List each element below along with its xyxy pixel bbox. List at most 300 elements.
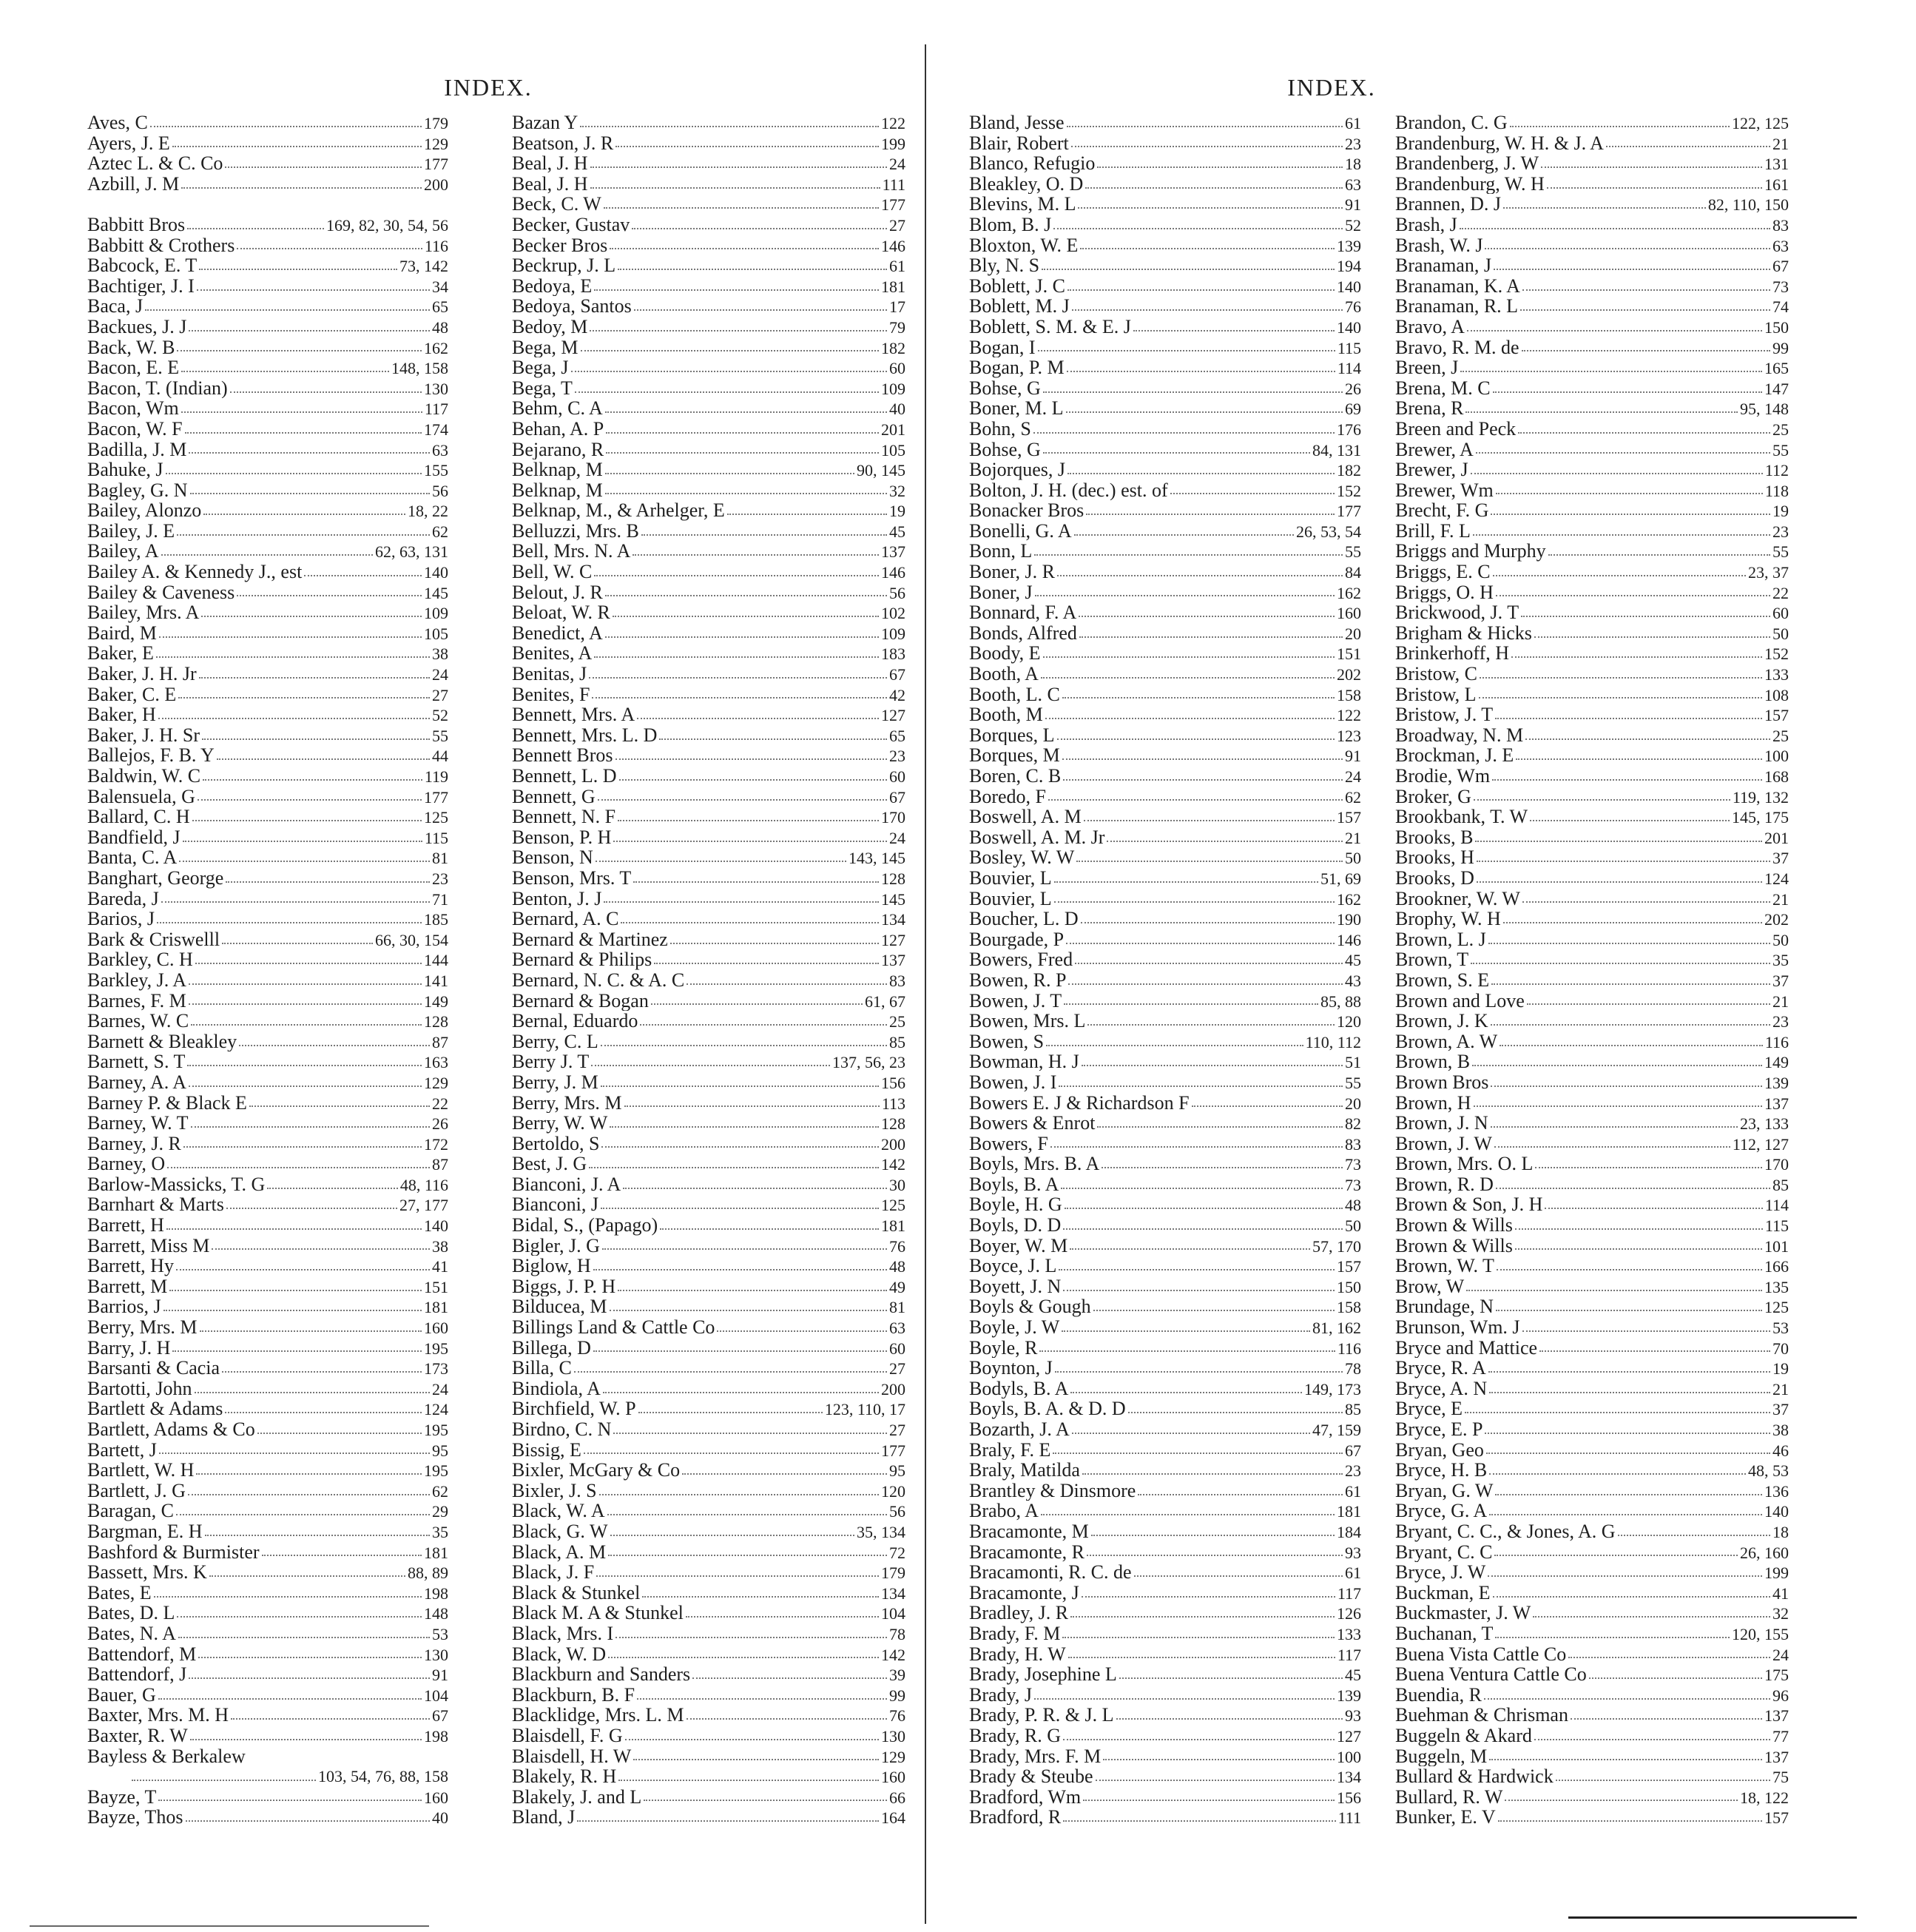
- index-entry: [512, 112, 905, 133]
- leader-dots: [1545, 1208, 1762, 1209]
- entry-pages: 99: [889, 1686, 905, 1705]
- leader-dots: [1496, 1310, 1762, 1311]
- leader-dots: [590, 187, 880, 189]
- index-entry: [1395, 623, 1789, 644]
- entry-pages: 32: [889, 481, 905, 500]
- index-entry: [512, 133, 905, 154]
- index-entry: [969, 1521, 1361, 1542]
- leader-dots: [591, 1065, 830, 1066]
- leader-dots: [1063, 779, 1343, 781]
- entry-pages: 81: [432, 849, 448, 868]
- index-entry: [1395, 1154, 1789, 1174]
- entry-pages: 111: [1338, 1808, 1361, 1828]
- entry-pages: 61: [1345, 114, 1361, 132]
- entry-name: Bowers & Enrot: [969, 1113, 1096, 1134]
- entry-name: Brecht, F. G: [1395, 500, 1489, 521]
- leader-dots: [605, 636, 879, 638]
- leader-dots: [1071, 146, 1343, 147]
- leader-dots: [1522, 1330, 1770, 1332]
- entry-name: Bryce, E: [1395, 1398, 1463, 1419]
- entry-pages: 25: [1772, 420, 1789, 439]
- leader-dots: [633, 881, 879, 883]
- leader-dots: [618, 1780, 879, 1781]
- leader-dots: [596, 1575, 879, 1577]
- entry-pages: 67: [1772, 257, 1789, 276]
- entry-name: Barios, J: [87, 909, 155, 929]
- index-entry: [87, 787, 448, 807]
- entry-name: Broadway, N. M: [1395, 724, 1524, 746]
- entry-pages: 152: [1337, 481, 1361, 500]
- entry-pages: 104: [424, 1686, 448, 1705]
- entry-name: Bracamonti, R. C. de: [969, 1562, 1132, 1583]
- index-entry: [969, 133, 1361, 154]
- entry-name: Bowen, J. I: [969, 1071, 1057, 1093]
- index-entry: [87, 847, 448, 868]
- entry-name: Buehman & Chrisman: [1395, 1705, 1568, 1726]
- entry-pages: 82: [1345, 1114, 1361, 1134]
- index-entry: [87, 419, 448, 440]
- entry-name: Bogan, P. M: [969, 357, 1065, 378]
- entry-name: Breen, J: [1395, 357, 1459, 378]
- entry-pages: 201: [881, 420, 905, 439]
- entry-pages: 183: [881, 644, 905, 664]
- index-entry: [1395, 1583, 1789, 1603]
- entry-name: Brown, B: [1395, 1051, 1471, 1072]
- index-column-1: [87, 112, 448, 1828]
- index-entry: [1395, 235, 1789, 256]
- leader-dots: [158, 718, 430, 719]
- index-entry: [1395, 296, 1789, 317]
- leader-dots: [590, 166, 887, 168]
- entry-name: Belout, J. R: [512, 582, 603, 603]
- index-entry: [969, 643, 1361, 664]
- entry-pages: 124: [424, 1400, 448, 1419]
- index-entry: [512, 1726, 905, 1746]
- entry-name: Brady, J: [969, 1684, 1032, 1706]
- leader-dots: [1471, 473, 1763, 474]
- index-entry: [87, 684, 448, 705]
- index-entry: [87, 807, 448, 827]
- entry-pages: 20: [1345, 624, 1361, 643]
- entry-name: Brown, H: [1395, 1092, 1471, 1114]
- entry-pages: 22: [1772, 583, 1789, 602]
- entry-pages: 129: [424, 1073, 448, 1092]
- leader-dots: [619, 779, 887, 781]
- index-entry: [87, 1644, 448, 1665]
- leader-dots: [226, 881, 430, 883]
- entry-pages: 157: [1764, 1808, 1789, 1828]
- entry-pages: 137: [881, 542, 905, 562]
- entry-pages: 63: [432, 440, 448, 460]
- leader-dots: [1068, 983, 1343, 985]
- entry-pages: 109: [424, 604, 448, 623]
- index-entry: [1395, 541, 1789, 562]
- leader-dots: [1503, 207, 1706, 209]
- index-entry: [1395, 991, 1789, 1012]
- leader-dots: [1530, 820, 1730, 821]
- leader-dots: [610, 1535, 855, 1536]
- leader-dots: [1492, 779, 1762, 781]
- entry-name: Briggs and Murphy: [1395, 541, 1546, 562]
- index-entry: [969, 1664, 1361, 1685]
- leader-dots: [1474, 1105, 1762, 1107]
- entry-pages: 109: [881, 624, 905, 643]
- entry-pages: 45: [1345, 951, 1361, 970]
- index-entry: [512, 276, 905, 297]
- leader-dots: [1618, 1535, 1770, 1536]
- leader-dots: [613, 841, 887, 842]
- leader-dots: [1066, 943, 1335, 944]
- entry-pages: 170: [881, 808, 905, 827]
- entry-pages: 52: [1345, 215, 1361, 235]
- leader-dots: [1471, 963, 1770, 964]
- index-entry: [512, 1481, 905, 1501]
- index-entry: [87, 582, 448, 603]
- leader-dots: [189, 330, 430, 331]
- index-entry: [969, 1236, 1361, 1256]
- entry-name: Bozarth, J. A: [969, 1419, 1070, 1440]
- leader-dots: [1533, 1616, 1770, 1618]
- entry-name: Buggeln & Akard: [1395, 1725, 1532, 1746]
- leader-dots: [178, 1637, 430, 1638]
- leader-dots: [1535, 1167, 1762, 1168]
- index-entry: [87, 1317, 448, 1338]
- index-entry: [512, 153, 905, 174]
- leader-dots: [590, 330, 887, 331]
- entry-name: Bernard & Philips: [512, 949, 652, 970]
- entry-name: Barney, W. T: [87, 1113, 189, 1134]
- entry-name: Barrett, Hy: [87, 1256, 174, 1276]
- index-entry: [1395, 1787, 1789, 1808]
- entry-pages: 145: [881, 889, 905, 909]
- index-entry: [87, 500, 448, 521]
- entry-pages: 100: [1337, 1747, 1361, 1766]
- entry-pages: 151: [424, 1277, 448, 1296]
- entry-name: Breen and Peck: [1395, 418, 1517, 440]
- index-entry: [87, 562, 448, 582]
- index-entry: [87, 1011, 448, 1031]
- leader-dots: [169, 1290, 422, 1291]
- index-entry: [512, 317, 905, 337]
- entry-pages: 62: [1345, 787, 1361, 807]
- index-entry: [969, 1113, 1361, 1134]
- entry-name: Bryant, C. C: [1395, 1541, 1493, 1563]
- leader-dots: [181, 187, 422, 189]
- entry-pages: 60: [889, 1339, 905, 1358]
- entry-pages: 134: [1337, 1768, 1361, 1787]
- index-entry: [87, 1093, 448, 1114]
- index-entry: [87, 1174, 448, 1195]
- entry-name: Biggs, J. P. H: [512, 1276, 616, 1297]
- entry-pages: 67: [889, 787, 905, 807]
- entry-pages: 27: [889, 215, 905, 235]
- leader-dots: [581, 350, 879, 351]
- index-entry: [512, 1603, 905, 1623]
- index-entry: [969, 1358, 1361, 1379]
- index-entry: [1395, 787, 1789, 807]
- leader-dots: [682, 1473, 887, 1475]
- entry-pages: 95: [889, 1461, 905, 1481]
- entry-pages: 111: [882, 175, 905, 194]
- leader-dots: [1521, 616, 1770, 617]
- entry-pages: 17: [889, 297, 905, 317]
- entry-name: Birdno, C. N: [512, 1419, 612, 1440]
- leader-dots: [1072, 1433, 1310, 1434]
- entry-name: Bates, E: [87, 1582, 152, 1603]
- index-entry: [1395, 1644, 1789, 1665]
- entry-pages: 202: [1764, 910, 1789, 929]
- leader-dots: [1070, 1392, 1302, 1393]
- leader-dots: [1043, 452, 1310, 454]
- entry-name: Brady & Steube: [969, 1766, 1093, 1787]
- entry-name: Brown, A. W: [1395, 1031, 1498, 1052]
- index-entry: [512, 1807, 905, 1828]
- index-entry: [512, 398, 905, 419]
- index-entry: [512, 1623, 905, 1644]
- entry-pages: 85, 88: [1320, 992, 1361, 1011]
- entry-pages: 73, 142: [399, 257, 448, 276]
- entry-name: Brookbank, T. W: [1395, 807, 1528, 827]
- leader-dots: [610, 1310, 887, 1311]
- entry-name: Bartlett & Adams: [87, 1398, 223, 1419]
- entry-name: Boyls, B. A. & D. D: [969, 1398, 1126, 1419]
- leader-dots: [577, 1820, 879, 1822]
- entry-pages: 124: [1764, 869, 1789, 888]
- entry-pages: 65: [889, 726, 905, 745]
- entry-name: Brookner, W. W: [1395, 888, 1520, 909]
- page-divider: [925, 44, 926, 1924]
- leader-dots: [1486, 1453, 1770, 1454]
- index-entry: [1395, 194, 1789, 215]
- entry-pages: 115: [1764, 1216, 1789, 1236]
- entry-name: Bowers, Fred: [969, 949, 1073, 970]
- leader-dots: [607, 1514, 887, 1515]
- index-entry: [512, 1746, 905, 1767]
- entry-pages: 53: [432, 1624, 448, 1643]
- entry-name: Bodyls, B. A: [969, 1378, 1069, 1399]
- leader-dots: [604, 901, 879, 903]
- index-entry: [87, 1583, 448, 1603]
- leader-dots: [249, 1105, 430, 1107]
- entry-pages: 181: [424, 1298, 448, 1317]
- index-entry: [512, 1093, 905, 1114]
- entry-name: Black, A. M: [512, 1541, 607, 1563]
- index-entry: [1395, 725, 1789, 746]
- leader-dots: [593, 1350, 887, 1352]
- leader-dots: [1082, 1065, 1343, 1066]
- entry-pages: 63: [1345, 175, 1361, 194]
- entry-name: Back, W. B: [87, 337, 175, 358]
- index-entry: [1395, 1481, 1789, 1501]
- entry-pages: 146: [1337, 930, 1361, 949]
- index-entry: [512, 643, 905, 664]
- entry-pages: 122: [1337, 706, 1361, 725]
- entry-name: Blevins, M. L: [969, 194, 1076, 215]
- entry-pages: 61: [1345, 1481, 1361, 1501]
- index-entry: [969, 1583, 1361, 1603]
- index-entry: [969, 1726, 1361, 1746]
- entry-name: Bedoya, Santos: [512, 296, 632, 317]
- leader-dots: [571, 371, 887, 372]
- entry-pages: 147: [1764, 379, 1789, 398]
- entry-name: Brinkerhoff, H: [1395, 643, 1510, 664]
- entry-name: Bohse, G: [969, 439, 1041, 460]
- entry-pages: 99: [1772, 338, 1789, 357]
- entry-pages: 117: [1337, 1583, 1361, 1603]
- entry-name: Blakely, R. H: [512, 1766, 617, 1787]
- entry-pages: 77: [1772, 1726, 1789, 1746]
- entry-name: Bega, J: [512, 357, 569, 378]
- leader-dots: [267, 1188, 398, 1189]
- leader-dots: [593, 1269, 887, 1270]
- entry-name: Becker Bros: [512, 235, 608, 256]
- leader-dots: [618, 1290, 887, 1291]
- index-entry: [512, 1194, 905, 1215]
- entry-pages: 18: [1345, 155, 1361, 174]
- index-entry: [1395, 1460, 1789, 1481]
- leader-dots: [670, 943, 879, 944]
- index-entry: [87, 643, 448, 664]
- index-entry: [969, 1215, 1361, 1236]
- entry-name: Brown, Mrs. O. L: [1395, 1154, 1534, 1174]
- entry-pages: 181: [1337, 1502, 1361, 1521]
- bottom-rule-right: [1568, 1916, 1857, 1919]
- index-entry: [87, 1051, 448, 1072]
- entry-name: Bernal, Eduardo: [512, 1011, 638, 1031]
- index-entry: [969, 1766, 1361, 1787]
- index-entry: [512, 1317, 905, 1338]
- entry-name: Brandenburg, W. H. & J. A: [1395, 132, 1604, 154]
- entry-pages: 74: [1772, 297, 1789, 317]
- entry-pages: 162: [1337, 583, 1361, 602]
- entry-pages: 177: [881, 1441, 905, 1460]
- entry-pages: 140: [424, 1216, 448, 1236]
- entry-name: Bega, M: [512, 337, 578, 358]
- entry-pages: 119: [424, 767, 448, 786]
- index-entry: [87, 1134, 448, 1154]
- index-entry: [1395, 889, 1789, 909]
- entry-pages: 139: [1337, 236, 1361, 255]
- index-entry: [512, 1562, 905, 1583]
- leader-dots: [1097, 166, 1343, 168]
- index-entry: [87, 602, 448, 623]
- leader-dots: [1080, 248, 1335, 249]
- entry-pages: 114: [1764, 1196, 1789, 1215]
- index-entry: [1395, 112, 1789, 133]
- index-entry: [1395, 255, 1789, 276]
- entry-name: Buchanan, T: [1395, 1623, 1494, 1644]
- index-entry: [969, 1072, 1361, 1093]
- entry-pages: 85: [889, 1032, 905, 1051]
- entry-name: Bohse, G: [969, 377, 1041, 399]
- entry-name: Bargman, E. H: [87, 1521, 203, 1542]
- leader-dots: [1034, 554, 1343, 556]
- leader-dots: [594, 289, 879, 291]
- index-entry: [512, 1174, 905, 1195]
- index-entry: [87, 949, 448, 970]
- entry-pages: 55: [1345, 1073, 1361, 1092]
- leader-dots: [642, 1596, 879, 1598]
- entry-pages: 87: [432, 1032, 448, 1051]
- index-entry: [87, 1236, 448, 1256]
- entry-name: Azbill, J. M: [87, 173, 180, 195]
- entry-pages: 46: [1772, 1441, 1789, 1460]
- index-entry: [512, 1276, 905, 1297]
- leader-dots: [187, 228, 324, 229]
- entry-pages: 125: [1764, 1298, 1789, 1317]
- leader-dots: [202, 738, 430, 740]
- leader-dots: [594, 575, 879, 576]
- entry-name: Banghart, George: [87, 867, 224, 889]
- leader-dots: [209, 1575, 405, 1577]
- index-entry: [87, 153, 448, 174]
- index-entry: [1395, 1051, 1789, 1072]
- entry-pages: 123: [1337, 726, 1361, 745]
- entry-name: Buckmaster, J. W: [1395, 1603, 1531, 1623]
- entry-name: Baxter, Mrs. M. H: [87, 1705, 229, 1726]
- entry-pages: 21: [1345, 828, 1361, 847]
- index-entry: [87, 1521, 448, 1542]
- entry-pages: 157: [1337, 808, 1361, 827]
- index-entry: [512, 909, 905, 929]
- index-entry: [969, 1542, 1361, 1563]
- entry-name: Bayze, T: [87, 1786, 157, 1808]
- entry-name: Buena Vista Cattle Co: [1395, 1643, 1567, 1665]
- entry-name: Bracamonte, R: [969, 1541, 1085, 1563]
- entry-name: Brady, R. G: [969, 1725, 1061, 1746]
- entry-pages: 145, 175: [1732, 808, 1789, 827]
- entry-pages: 56: [889, 1502, 905, 1521]
- leader-dots: [1038, 350, 1335, 351]
- entry-name: Birchfield, W. P: [512, 1398, 636, 1419]
- entry-pages: 26: [432, 1114, 448, 1134]
- leader-dots: [1475, 841, 1762, 842]
- index-entry: [1395, 1398, 1789, 1419]
- index-entry: [87, 1603, 448, 1623]
- index-entry: [512, 1501, 905, 1521]
- index-entry: [969, 1562, 1361, 1583]
- leader-dots: [1063, 1290, 1335, 1291]
- leader-dots: [190, 493, 430, 494]
- entry-pages: 60: [889, 767, 905, 786]
- index-entry: [969, 480, 1361, 501]
- entry-pages: 50: [1345, 849, 1361, 868]
- entry-name: Bandfield, J: [87, 827, 181, 848]
- entry-pages: 150: [1764, 317, 1789, 337]
- entry-name: Bowers, F: [969, 1133, 1048, 1154]
- leader-dots: [222, 943, 373, 944]
- index-entry: [87, 1664, 448, 1685]
- entry-name: Blaisdell, H. W: [512, 1746, 632, 1767]
- leader-dots: [1119, 1677, 1343, 1679]
- leader-dots: [1039, 1350, 1335, 1352]
- entry-name: Bryce, J. W: [1395, 1562, 1486, 1583]
- entry-name: Bartotti, John: [87, 1378, 192, 1399]
- leader-dots: [154, 1596, 422, 1598]
- leader-dots: [608, 1555, 887, 1556]
- leader-dots: [257, 1433, 422, 1434]
- index-entry: [969, 1685, 1361, 1706]
- entry-name: Boody, E: [969, 643, 1041, 664]
- index-entry: [1395, 1093, 1789, 1114]
- index-entry: [969, 787, 1361, 807]
- leader-dots: [1079, 616, 1335, 617]
- entry-name: Bryant, C. C., & Jones, A. G: [1395, 1521, 1616, 1542]
- entry-pages: 148: [424, 1604, 448, 1623]
- leader-dots: [637, 1698, 887, 1700]
- entry-pages: 95, 148: [1740, 400, 1789, 419]
- index-entry: [87, 1623, 448, 1644]
